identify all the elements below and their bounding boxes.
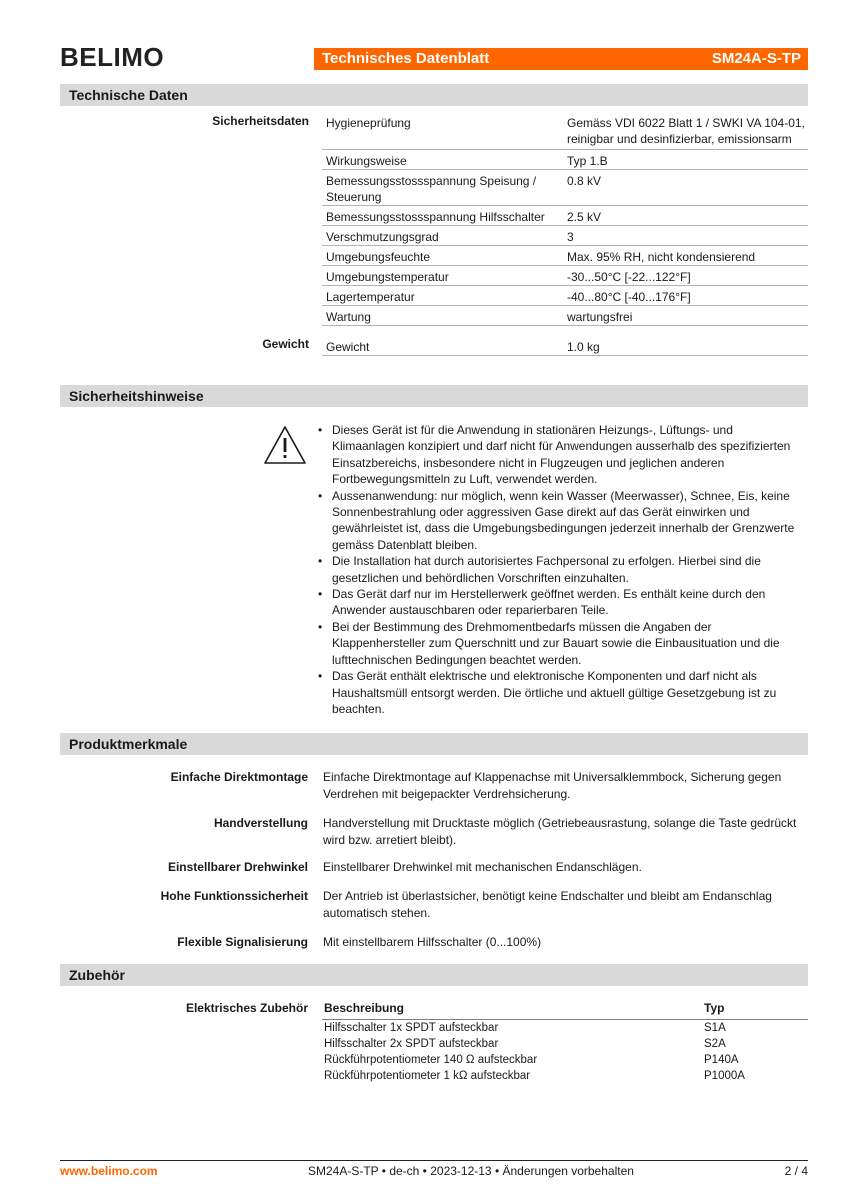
table-row [322, 336, 808, 356]
table-row [322, 170, 808, 206]
row-key: Wartung [326, 310, 371, 324]
accessory-description: Rückführpotentiometer 1 kΩ aufsteckbar [324, 1070, 531, 1082]
table-row [322, 1054, 808, 1070]
feature-label: Einstellbarer Drehwinkel [167, 860, 308, 874]
list-item: • Bei der Bestimmung des Drehmomentbedarfs müssen die Angaben der Klappenhersteller zum Querschnitt und zur Bauart sowie die Einbausituation und die lufttechnischen Bedingungen beachtet werden. [318, 619, 808, 668]
row-value: wartungsfrei [567, 310, 633, 324]
accessory-type: P1000A [704, 1070, 745, 1082]
accessories-label: Elektrisches Zubehör [185, 1001, 308, 1015]
section-header-produktmerkmale [60, 733, 808, 755]
list-item: • Das Gerät enthält elektrische und elektronische Komponenten und darf nicht als Haushaltsmüll entsorgt werden. Die örtliche und aktuell gültige Gesetzgebung ist zu beachten. [318, 668, 808, 717]
warning-triangle-icon [262, 424, 308, 466]
table-row [322, 112, 808, 150]
document-title: Technisches Datenblatt [322, 50, 490, 67]
accessory-description: Rückführpotentiometer 140 Ω aufsteckbar [324, 1054, 538, 1066]
table-row [322, 286, 808, 306]
footer-document-info: SM24A-S-TP • de-ch • 2023-12-13 • Änderungen vorbehalten [308, 1164, 634, 1178]
table-row [322, 246, 808, 266]
table-row [322, 150, 808, 170]
feature-text: Einstellbarer Drehwinkel mit mechanischen Endanschlägen. [323, 860, 642, 874]
feature-label: Flexible Signalisierung [177, 935, 308, 949]
row-key: Gewicht [326, 340, 370, 354]
table-row [322, 1070, 808, 1086]
list-item: • Dieses Gerät ist für die Anwendung in stationären Heizungs-, Lüftungs- und Klimaanlagen konzipiert und darf nicht für Anwendungen ausserhalb des spezifizierten Einsatzbereichs, insbesondere nicht in Flugzeugen und jeglichen anderen Fortbewegungsmitteln zu Luft, verwendet werden. [318, 422, 808, 488]
row-value: Max. 95% RH, nicht kondensierend [567, 250, 756, 264]
feature-text: Der Antrieb ist überlastsicher, benötigt keine Endschalter und bleibt am Endanschlag automatisch stehen. [323, 889, 772, 920]
table-row [322, 206, 808, 226]
row-value: 3 [567, 230, 574, 244]
section-header-zubehoer [60, 964, 808, 986]
section-title: Sicherheitshinweise [69, 388, 204, 404]
accessory-description: Hilfsschalter 2x SPDT aufsteckbar [324, 1038, 499, 1050]
table-row [322, 1038, 808, 1054]
row-value: Typ 1.B [567, 154, 608, 168]
product-code: SM24A-S-TP [711, 50, 801, 67]
feature-text: Handverstellung mit Drucktaste möglich (Getriebeausrastung, solange die Taste gedrückt wird bzw. arretiert bleibt). [323, 816, 797, 847]
page-number: 2 / 4 [784, 1164, 808, 1178]
accessories-table-header [322, 1001, 808, 1020]
row-value: -40...80°C [-40...176°F] [567, 290, 691, 304]
table-row [322, 266, 808, 286]
row-key: Umgebungstemperatur [326, 270, 449, 284]
section-header-sicherheitshinweise [60, 385, 808, 407]
row-key: Lagertemperatur [326, 290, 415, 304]
feature-label: Hohe Funktionssicherheit [160, 889, 308, 903]
row-value: -30...50°C [-22...122°F] [567, 270, 691, 284]
row-key: Wirkungsweise [326, 154, 407, 168]
row-key: Hygieneprüfung [326, 116, 411, 130]
accessory-type: P140A [704, 1054, 739, 1066]
section-title: Produktmerkmale [69, 736, 188, 752]
row-value: Gemäss VDI 6022 Blatt 1 / SWKI VA 104-01, reinigbar und desinfizierbar, emissionsarm [567, 116, 805, 146]
list-item: • Das Gerät darf nur im Herstellerwerk geöffnet werden. Es enthält keine durch den Anwender austauschbaren oder reparierbaren Teile. [318, 586, 808, 619]
list-item: • Die Installation hat durch autorisiertes Fachpersonal zu erfolgen. Hierbei sind die gesetzlichen und behördlichen Vorschriften einzuhalten. [318, 553, 808, 586]
accessory-type: S2A [704, 1038, 726, 1050]
section-title: Zubehör [69, 967, 125, 983]
feature-text: Mit einstellbarem Hilfsschalter (0...100%) [323, 935, 542, 949]
list-item: • Aussenanwendung: nur möglich, wenn kein Wasser (Meerwasser), Schnee, Eis, keine Sonnenbestrahlung oder aggressiven Gase direkt auf das Gerät einwirken und gewährleistet ist, dass die Umgebungsbedingungen jederzeit innerhalb der Grenzwerte gemäss Datenblatt bleiben. [318, 488, 808, 554]
row-key: Bemessungsstossspannung Speisung / Steuerung [326, 174, 537, 204]
header-bar [314, 48, 808, 70]
column-header-type: Typ [704, 1001, 725, 1015]
feature-label: Handverstellung [213, 816, 308, 830]
row-value: 2.5 kV [567, 210, 602, 224]
feature-label: Einfache Direktmontage [170, 770, 308, 784]
row-key: Umgebungsfeuchte [326, 250, 431, 264]
row-key: Verschmutzungsgrad [326, 230, 439, 244]
accessory-type: S1A [704, 1022, 726, 1034]
table-row [322, 226, 808, 246]
belimo-logo [60, 42, 164, 72]
logo-text: BELIMO [60, 42, 165, 72]
footer-website-link[interactable]: www.belimo.com [60, 1164, 158, 1178]
table-row [322, 1022, 808, 1038]
column-header-description: Beschreibung [324, 1001, 405, 1015]
feature-text: Einfache Direktmontage auf Klappenachse mit Universalklemmbock, Sicherung gegen Verdrehen mit beigepackter Verdrehsicherung. [323, 770, 782, 801]
table-row [322, 306, 808, 326]
section-title: Technische Daten [69, 87, 188, 103]
row-key: Bemessungsstossspannung Hilfsschalter [326, 210, 545, 224]
footer-divider [60, 1160, 808, 1161]
gewicht-label: Gewicht [262, 337, 309, 351]
section-header-technische-daten [60, 84, 808, 106]
row-value: 1.0 kg [567, 340, 600, 354]
sicherheitsdaten-label: Sicherheitsdaten [212, 114, 309, 128]
row-value: 0.8 kV [567, 174, 602, 188]
safety-list [318, 422, 808, 717]
accessory-description: Hilfsschalter 1x SPDT aufsteckbar [324, 1022, 499, 1034]
